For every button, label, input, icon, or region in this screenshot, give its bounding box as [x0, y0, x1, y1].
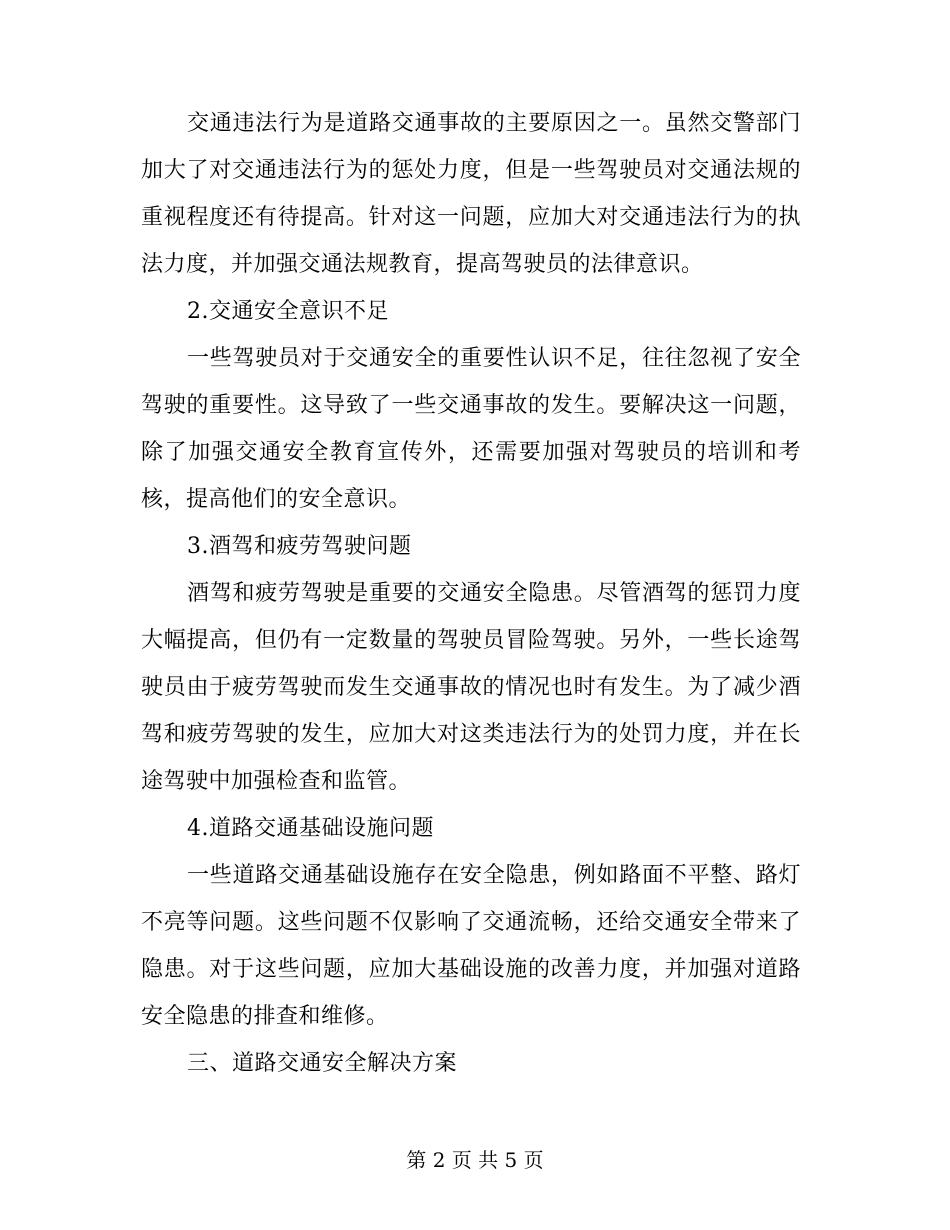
heading-safety-awareness: 2.交通安全意识不足 [187, 299, 389, 324]
paragraph-infrastructure: 一些道路交通基础设施存在安全隐患，例如路面不平整、路灯不亮等问题。这些问题不仅影响了交通流畅，还给交通安全带来了隐患。对于这些问题，应加大基础设施的改善力度，并加强对道路安全隐患的排查和维修。 [141, 863, 801, 1029]
paragraph-safety-awareness: 一些驾驶员对于交通安全的重要性认识不足，往往忽视了安全驾驶的重要性。这导致了一些交通事故的发生。要解决这一问题，除了加强交通安全教育宣传外，还需要加强对驾驶员的培训和考核，提高他们的安全意识。 [141, 346, 801, 512]
document-body [141, 100, 801, 1087]
heading-solutions: 三、道路交通安全解决方案 [187, 1051, 458, 1076]
paragraph-drunk-fatigue-driving: 酒驾和疲劳驾驶是重要的交通安全隐患。尽管酒驾的惩罚力度大幅提高，但仍有一定数量的驾驶员冒险驾驶。另外，一些长途驾驶员由于疲劳驾驶而发生交通事故的情况也时有发生。为了减少酒驾和疲劳驾驶的发生，应加大对这类违法行为的处罚力度，并在长途驾驶中加强检查和监管。 [141, 581, 801, 794]
heading-infrastructure: 4.道路交通基础设施问题 [187, 816, 434, 841]
heading-drunk-fatigue-driving: 3.酒驾和疲劳驾驶问题 [187, 534, 412, 559]
paragraph-traffic-violations: 交通违法行为是道路交通事故的主要原因之一。虽然交警部门加大了对交通违法行为的惩处力度，但是一些驾驶员对交通法规的重视程度还有待提高。针对这一问题，应加大对交通违法行为的执法力度，并加强交通法规教育，提高驾驶员的法律意识。 [141, 111, 801, 277]
page-number-footer: 第 2 页 共 5 页 [406, 1148, 544, 1172]
